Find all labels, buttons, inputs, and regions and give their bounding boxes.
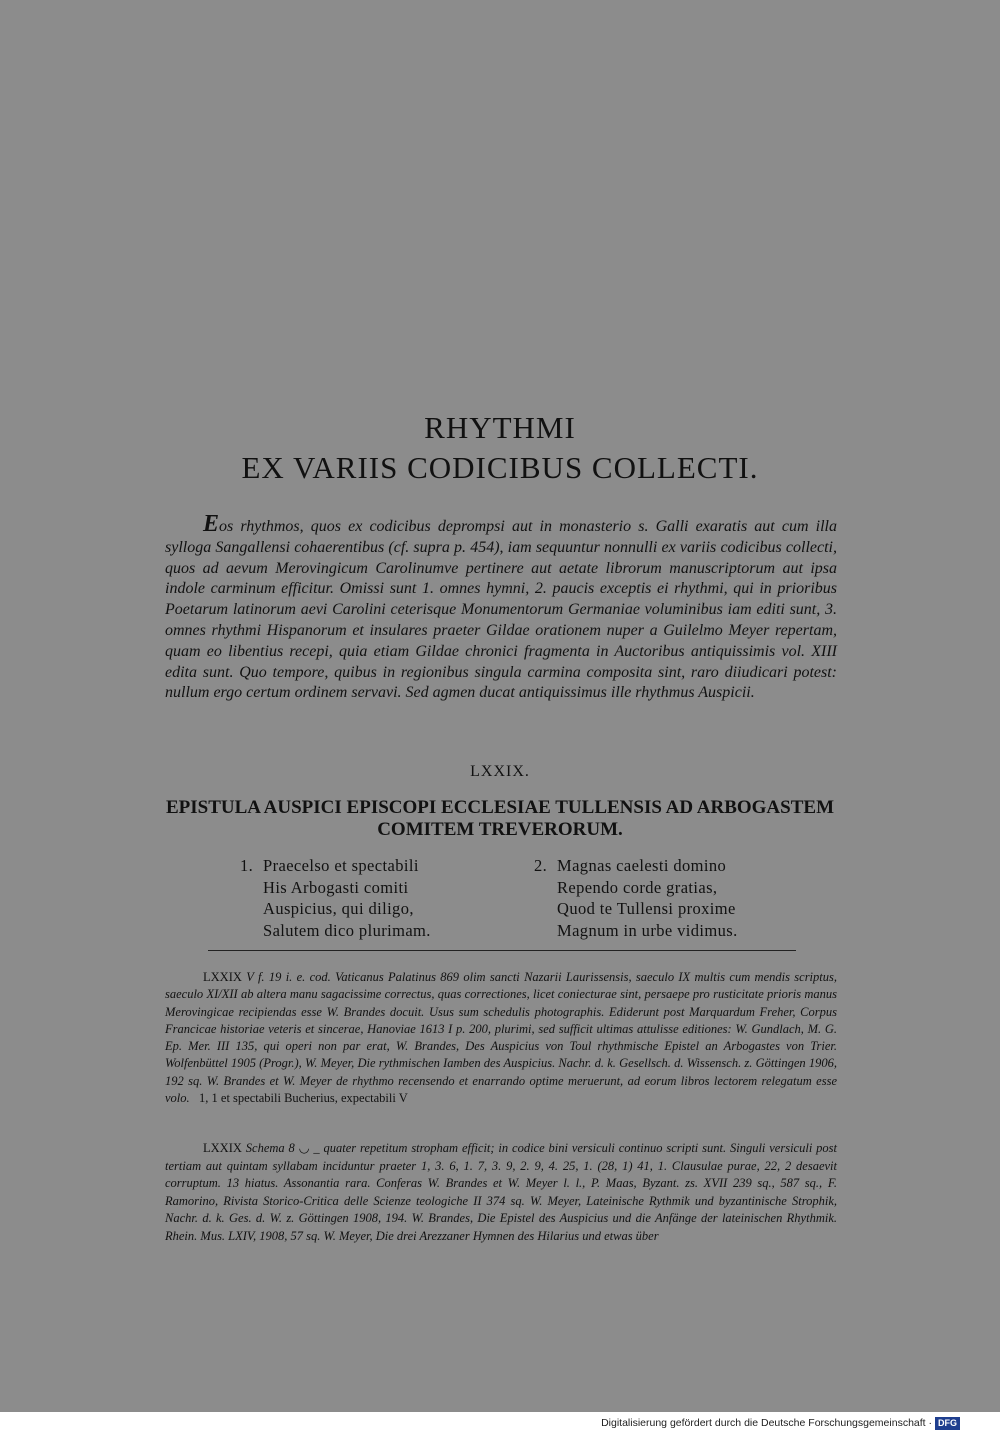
verse-line: Quod te Tullensi proxime bbox=[557, 899, 736, 918]
stanza-number: 2. bbox=[534, 856, 548, 875]
footnote-text: Schema 8 ◡ _ quater repetitum stropham efficit; in codice bini versiculi continuo scripti sunt. Singuli versiculi post tertiam aut quintam syllabam inciduntur praeter 1, 3. 6, 1. 7, 3. 9, 2. 9, 4. 25, 1. (28, 1) 41, 1. Clausulae purae, 22, 2 desaevit corruptum. 13 hiatus. Assonantia rara. Conferas W. Brandes et W. Meyer l. l., P. Maas, Byzant. zs. XVII 239 sq., 587 sq., F. Ramorino, Rivista Storico-Critica delle Scienze teologiche II 374 sq. W. Meyer, Lateinische Rythmik und byzantinische Strophik, Nachr. d. k. Ges. d. W. z. Göttingen 1908, 194. W. Brandes, Die Epistel des Auspicius und die Anfänge der lateinischen Rhythmik. Rhein. Mus. LXIV, 1908, 57 sq. W. Meyer, Die drei Arezzaner Hymnen des Hilarius und etwas über bbox=[165, 1141, 838, 1243]
page-title-line1: RHYTHMI bbox=[424, 410, 576, 445]
footnote-text: V f. 19 i. e. cod. Vaticanus Palatinus 869 olim sancti Nazarii Laurissensis, saeculo IX multis cum mendis scriptus, saeculo XI/XII ab altera manu sagacissime correctus, quas correctiones, licet coniecturae sint, persaepe pro rusticitate prioris manus Merovingicae recipiendas esse W. Brandes docuit. Usus sum schedulis photographis. Ediderunt post Marquardum Freher, Corpus Francicae historiae veteris et sincerae, Hanoviae 1613 I p. 200, plurimi, sed sufficit ultimas attulisse editiones: W. Gundlach, M. G. Ep. Mer. III 135, qui operi non par erat, W. Brandes, Des Auspicius von Toul rhythmische Epistel an Arbogastes von Trier. Wolfenbüttel 1905 (Progr.), W. Meyer, Die rythmischen Iamben des Auspicius. Nachr. d. k. Gesellsch. d. Wissensch. z. Göttingen 1906, 192 sq. W. Brandes et W. Meyer de rhythmo recensendo et enarrando optime meruerunt, ad eorum libros lectorem relegatum esse volo. bbox=[165, 970, 837, 1106]
verse-line: Praecelso et spectabili bbox=[263, 856, 419, 875]
page-title-line2: EX VARIIS CODICIBUS COLLECTI. bbox=[241, 450, 759, 485]
verse-line: Salutem dico plurimam. bbox=[263, 920, 431, 940]
footnote-metrics bbox=[165, 1140, 837, 1245]
verse-line: Rependo corde gratias, bbox=[557, 877, 718, 897]
digitization-credit bbox=[601, 1416, 960, 1430]
verse-line: His Arbogasti comiti bbox=[263, 877, 409, 897]
footnote-divider bbox=[208, 950, 796, 951]
poem-title: EPISTULA AUSPICI EPISCOPI ECCLESIAE TULLENSIS AD ARBOGASTEM COMITEM TREVERORUM. bbox=[165, 797, 834, 840]
stanza-number: 1. bbox=[240, 856, 254, 875]
verse-line: Auspicius, qui diligo, bbox=[263, 899, 414, 918]
credit-text: Digitalisierung gefördert durch die Deutsche Forschungsgemeinschaft · bbox=[601, 1417, 932, 1429]
footnote-apparatus bbox=[165, 969, 837, 1107]
dfg-logo: DFG bbox=[935, 1417, 960, 1430]
verse-line: Magnas caelesti domino bbox=[557, 856, 727, 875]
verse-line: Magnum in urbe vidimus. bbox=[557, 920, 738, 940]
poem-numeral: LXXIX. bbox=[470, 763, 530, 780]
stanza-1 bbox=[240, 855, 431, 941]
stanza-2 bbox=[534, 855, 738, 941]
footnote-tag: LXXIX bbox=[203, 970, 242, 984]
footnote-tag: LXXIX bbox=[203, 1141, 242, 1155]
footnote-variant: 1, 1 et spectabili Bucherius, expectabili V bbox=[199, 1091, 408, 1106]
intro-paragraph: Eos rhythmos, quos ex codicibus deprompsi aut in monasterio s. Galli exaratis aut cum illa sylloga Sangallensi cohaerentibus (cf. supra p. 454), iam sequuntur nonnulli ex variis codicibus collecti, quos ad aevum Merovingicum Carolinumve pertinere aut aetate librorum manuscriptorum aut ipsa indole carminum efficitur. Omissi sunt 1. omnes hymni, 2. paucis exceptis ei rhythmi, qui in prioribus Poetarum latinorum aevi Carolini ceterisque Monumentorum Germaniae voluminibus iam editi sunt, 3. omnes rhythmi Hispanorum et insulares praeter Gildae orationem nuper a Guilelmo Meyer repertam, quam eo libentius recepi, quia etiam Gildae chronici fragmenta in Auctoribus antiquissimis vol. XIII edita sunt. Quo tempore, quibus in regionibus singula carmina composita sint, raro diiudicari potest: nullum ergo certum ordinem servavi. Sed agmen ducat antiquissimus ille rhythmus Auspicii. bbox=[165, 511, 837, 702]
